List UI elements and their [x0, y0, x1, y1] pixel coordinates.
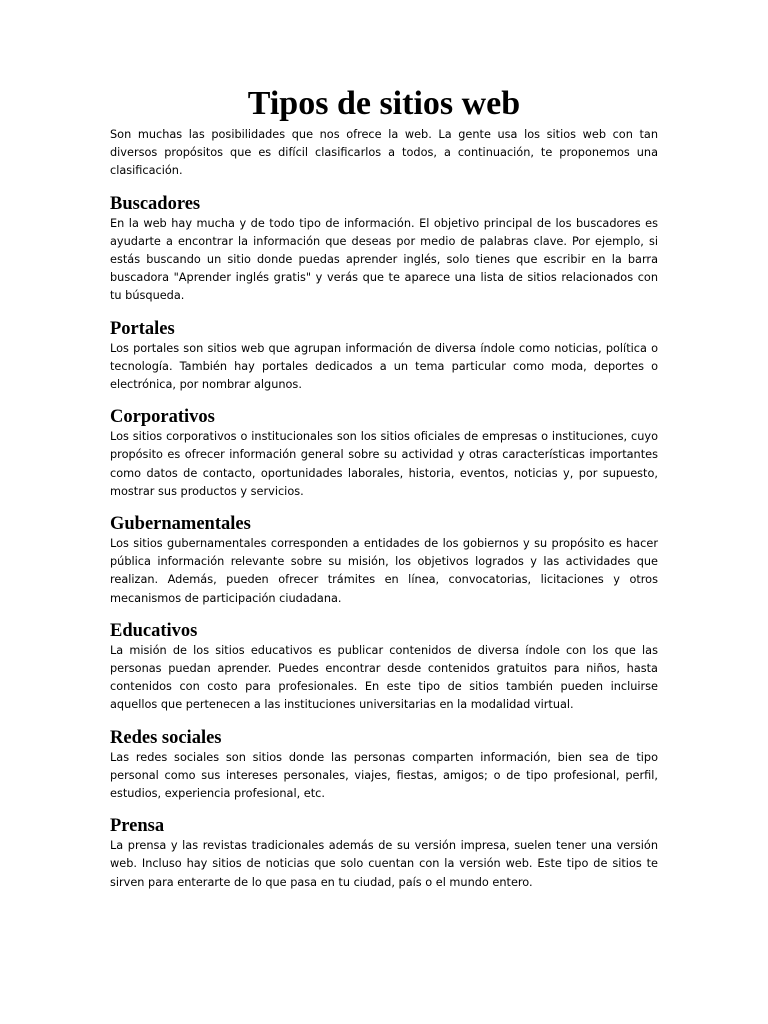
- section-body: Las redes sociales son sitios donde las personas comparten información, bien sea de tipo personal como sus intereses personales, viajes, fiestas, amigos; o de tipo profesional, perfil, estudios, experiencia profesional, etc.: [110, 750, 658, 801]
- section-redes-sociales: [110, 727, 658, 804]
- section-body: Los sitios corporativos o institucionales son los sitios oficiales de empresas o instituciones, cuyo propósito es ofrecer información general sobre su actividad y otras características importantes como datos de contacto, oportunidades laborales, historia, eventos, noticias y, por supuesto, mostrar sus productos y servicios.: [110, 430, 658, 498]
- section-heading: Gubernamentales: [110, 514, 251, 535]
- section-heading: Educativos: [110, 620, 198, 641]
- section-gubernamentales: [110, 513, 658, 608]
- section-body: La misión de los sitios educativos es publicar contenidos de diversa índole con los que las personas puedan aprender. Puedes encontrar desde contenidos gratuitos para niños, hasta contenidos con costo para profesionales. En este tipo de sitios también pueden incluirse aquellos que pertenecen a las instituciones universitarias en la modalidad virtual.: [110, 643, 658, 712]
- document-page: [110, 84, 658, 892]
- section-heading: Prensa: [110, 816, 165, 837]
- section-body: La prensa y las revistas tradicionales además de su versión impresa, suelen tener una versión web. Incluso hay sitios de noticias que solo cuentan con la versión web. Este tipo de sitios te sirven para enterarte de lo que pasa en tu ciudad, país o el mundo entero.: [110, 839, 658, 889]
- section-heading: Buscadores: [110, 193, 201, 214]
- section-heading: Portales: [110, 318, 175, 339]
- section-educativos: [110, 620, 658, 715]
- section-heading: Redes sociales: [110, 727, 222, 748]
- section-body: Los sitios gubernamentales corresponden a entidades de los gobiernos y su propósito es hacer pública información relevante sobre su misión, los objetivos logrados y las actividades que realizan. Además, pueden ofrecer trámites en línea, convocatorias, licitaciones y otros mecanismos de participación ciudadana.: [110, 537, 658, 605]
- section-body: Los portales son sitios web que agrupan información de diversa índole como noticias, política o tecnología. También hay portales dedicados a un tema particular como moda, deportes o electrónica, por nombrar algunos.: [110, 341, 658, 392]
- section-corporativos: [110, 406, 658, 501]
- section-body: En la web hay mucha y de todo tipo de información. El objetivo principal de los buscadores es ayudarte a encontrar la información que deseas por medio de palabras clave. Por ejemplo, si estás buscando un sitio donde puedas aprender inglés, solo tienes que escribir en la barra buscadora "Aprender inglés gratis" y verás que te aparece una lista de sitios relacionados con tu búsqueda.: [110, 216, 658, 303]
- document-title: Tipos de sitios web: [247, 85, 521, 122]
- section-buscadores: [110, 193, 658, 306]
- section-heading: Corporativos: [110, 407, 215, 428]
- section-prensa: [110, 815, 658, 892]
- section-portales: [110, 318, 658, 395]
- intro-paragraph: Son muchas las posibilidades que nos ofrece la web. La gente usa los sitios web con tan diversos propósitos que es difícil clasificarlos a todos, a continuación, te proponemos una clasificación.: [110, 128, 658, 178]
